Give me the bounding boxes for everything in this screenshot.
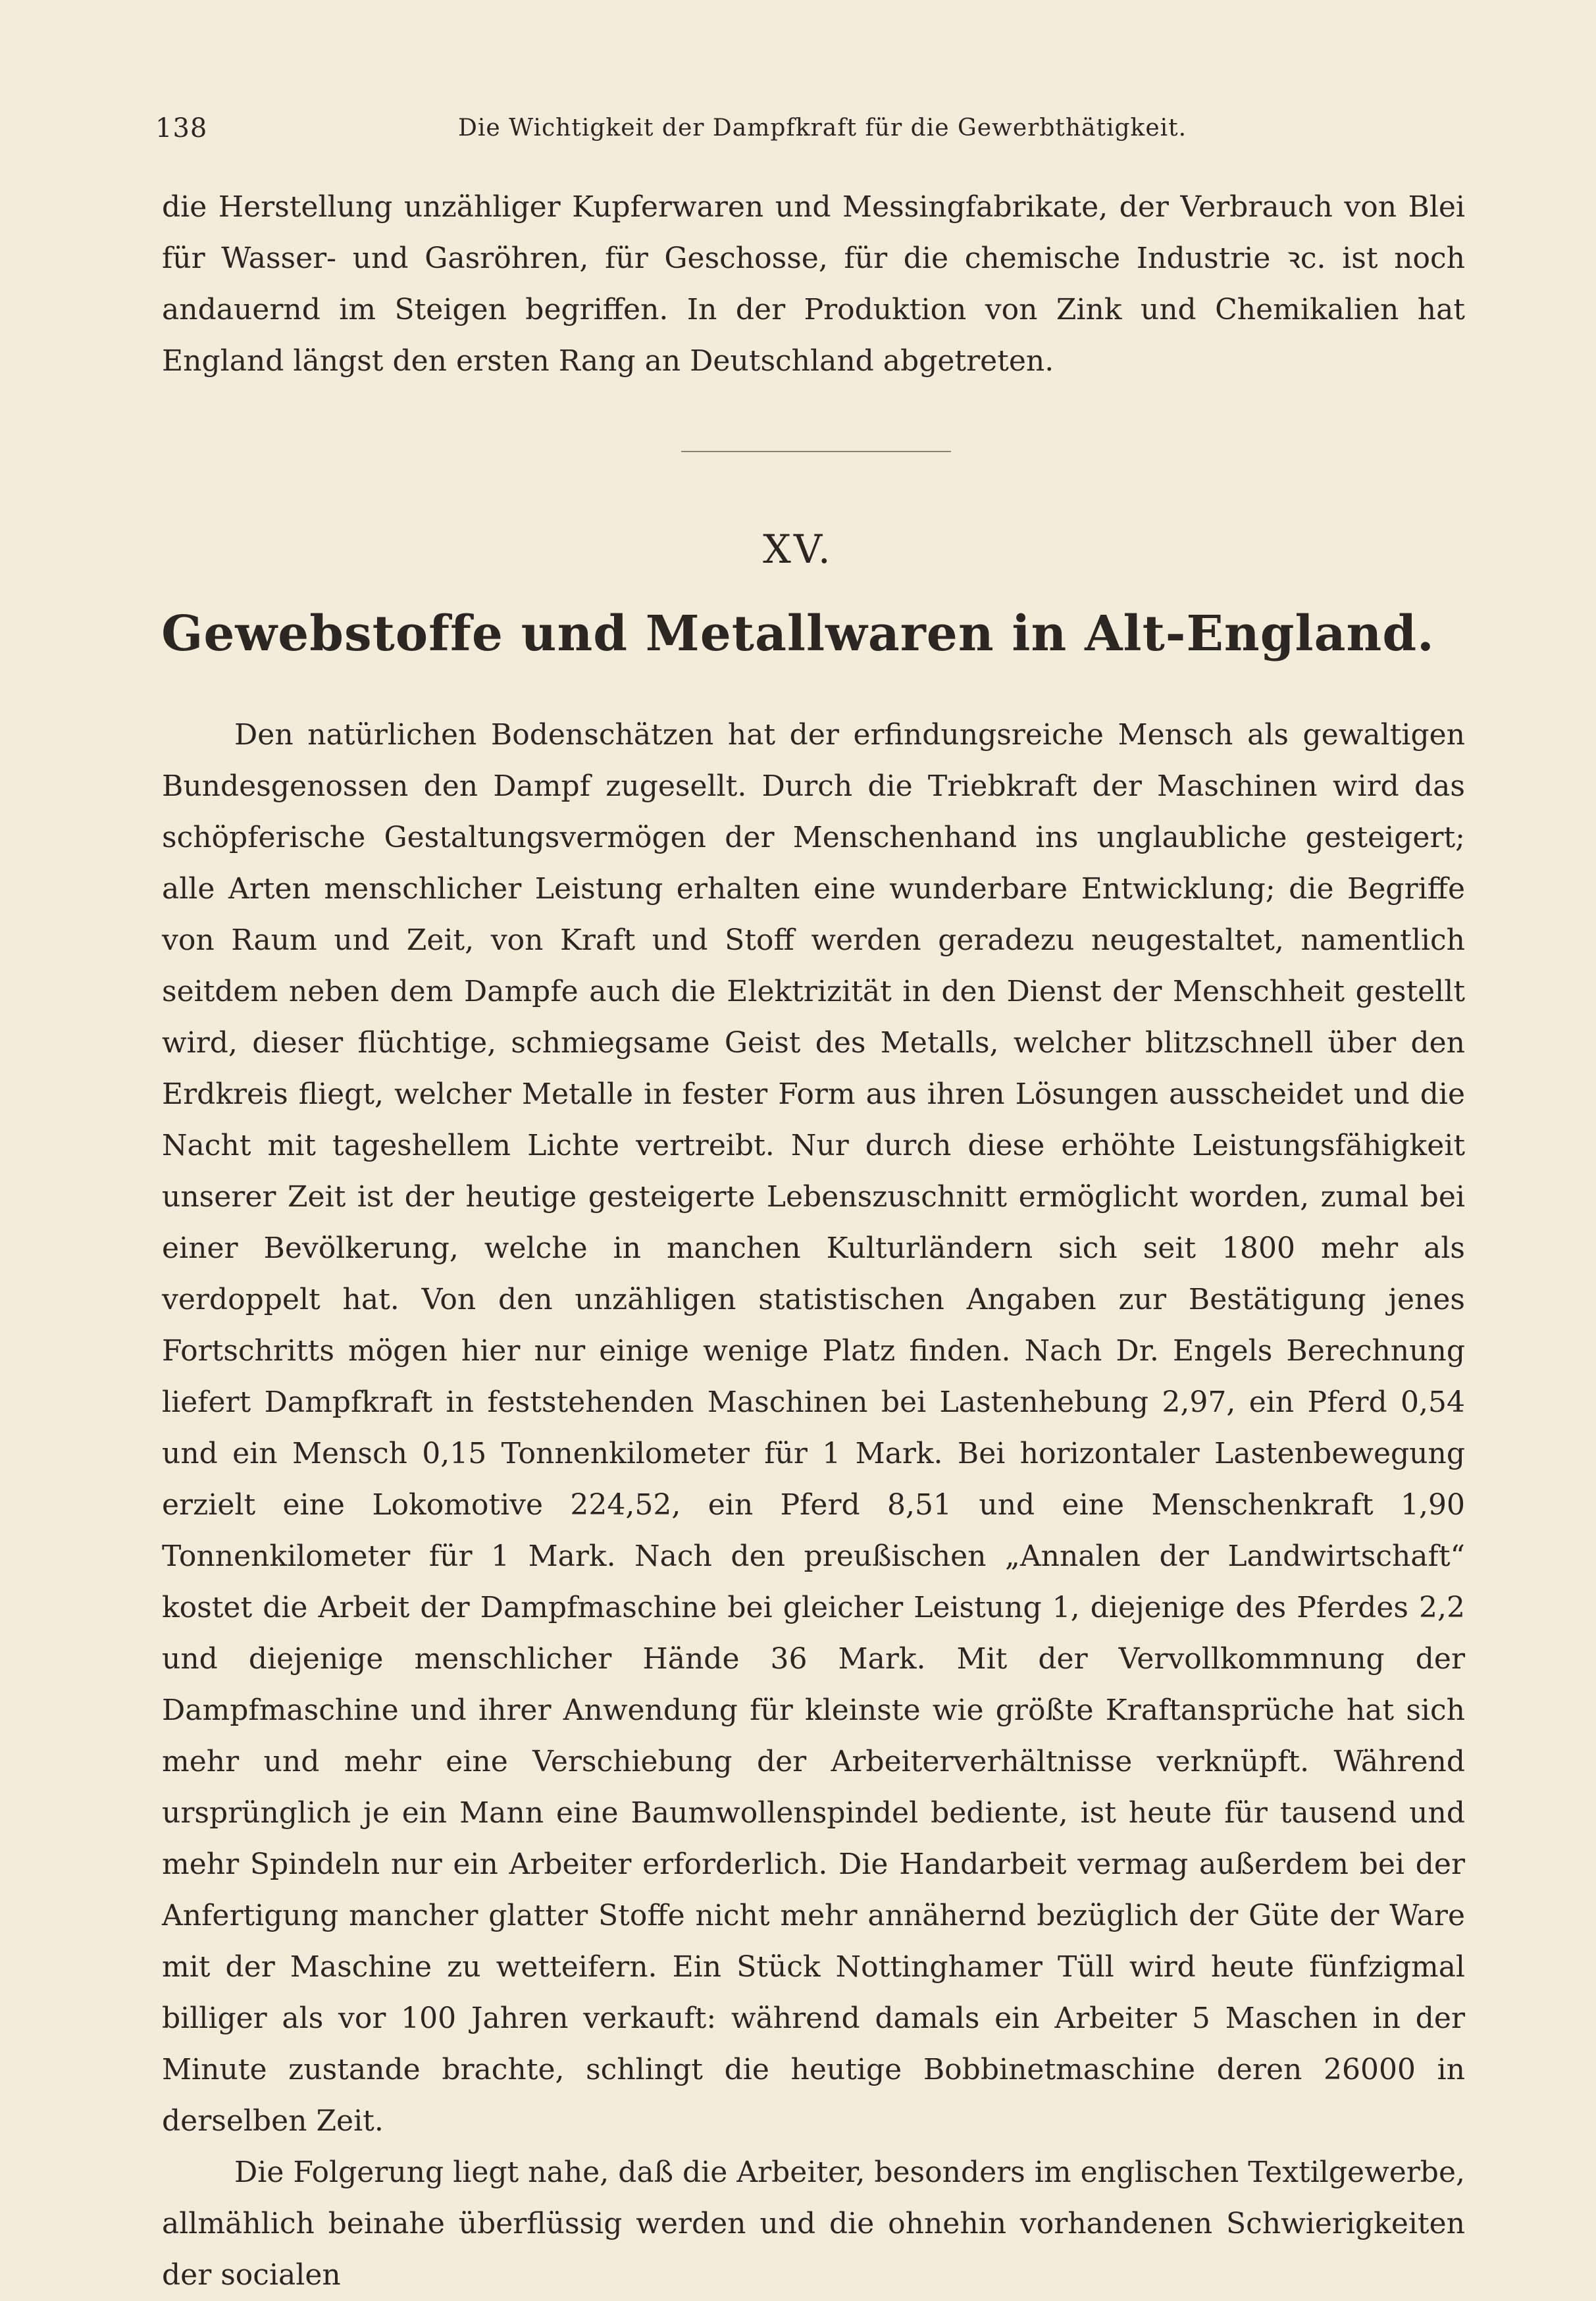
body-paragraph: Die Folgerung liegt nahe, daß die Arbeiter, besonders im englischen Textilgewerbe, allmählich beinahe überflüssig werden und die ohnehin vorhandenen Schwierigkeiten der socialen [162, 2156, 1465, 2292]
intro-paragraph-block [162, 182, 1465, 387]
chapter-body [162, 710, 1465, 2301]
page-header [155, 113, 1465, 153]
running-title: Die Wichtigkeit der Dampfkraft für die Gewerbthätigkeit. [458, 115, 1187, 142]
intro-paragraph: die Herstellung unzähliger Kupferwaren und Messingfabrikate, der Verbrauch von Blei für Wasser- und Gasröhren, für Geschosse, für die chemische Industrie ꝛc. ist noch andauernd im Steigen begriffen. In der Produktion von Zink und Chemikalien hat England längst den ersten Rang an Deutschland abgetreten. [162, 190, 1465, 378]
chapter-numeral: XV. [763, 527, 833, 573]
section-divider [681, 451, 951, 452]
chapter-title: Gewebstoffe und Metallwaren in Alt-England. [161, 606, 1435, 662]
page-number: 138 [155, 113, 208, 143]
body-paragraph: Den natürlichen Bodenschätzen hat der erfindungsreiche Mensch als gewaltigen Bundesgenossen den Dampf zugesellt. Durch die Triebkraft der Maschinen wird das schöpferische Gestaltungsvermögen der Menschenhand ins unglaubliche gesteigert; alle Arten menschlicher Leistung erhalten eine wunderbare Entwicklung; die Begriffe von Raum und Zeit, von Kraft und Stoff werden geradezu neugestaltet, namentlich seitdem neben dem Dampfe auch die Elektrizität in den Dienst der Menschheit gestellt wird, dieser flüchtige, schmiegsame Geist des Metalls, welcher blitzschnell über den Erdkreis fliegt, welcher Metalle in fester Form aus ihren Lösungen ausscheidet und die Nacht mit tageshellem Lichte vertreibt. Nur durch diese erhöhte Leistungsfähigkeit unserer Zeit ist der heutige gesteigerte Lebenszuschnitt ermöglicht worden, zumal bei einer Bevölkerung, welche in manchen Kulturländern sich seit 1800 mehr als verdoppelt hat. Von den unzähligen statistischen Angaben zur Bestätigung jenes Fortschritts mögen hier nur einige wenige Platz finden. Nach Dr. Engels Berechnung liefert Dampfkraft in feststehenden Maschinen bei Lastenhebung 2,97, ein Pferd 0,54 und ein Mensch 0,15 Tonnenkilometer für 1 Mark. Bei horizontaler Lastenbewegung erzielt eine Lokomotive 224,52, ein Pferd 8,51 und eine Menschenkraft 1,90 Tonnenkilometer für 1 Mark. Nach den preußischen „Annalen der Landwirtschaft“ kostet die Arbeit der Dampfmaschine bei gleicher Leistung 1, diejenige des Pferdes 2,2 und diejenige menschlicher Hände 36 Mark. Mit der Vervollkommnung der Dampfmaschine und ihrer Anwendung für kleinste wie größte Kraftansprüche hat sich mehr und mehr eine Verschiebung der Arbeiterverhältnisse verknüpft. Während ursprünglich je ein Mann eine Baumwollenspindel bediente, ist heute für tausend und mehr Spindeln nur ein Arbeiter erforderlich. Die Handarbeit vermag außerdem bei der Anfertigung mancher glatter Stoffe nicht mehr annähernd bezüglich der Güte der Ware mit der Maschine zu wetteifern. Ein Stück Nottinghamer Tüll wird heute fünfzigmal billiger als vor 100 Jahren verkauft: während damals ein Arbeiter 5 Maschen in der Minute zustande brachte, schlingt die heutige Bobbinetmaschine deren 26000 in derselben Zeit. [162, 718, 1465, 2138]
